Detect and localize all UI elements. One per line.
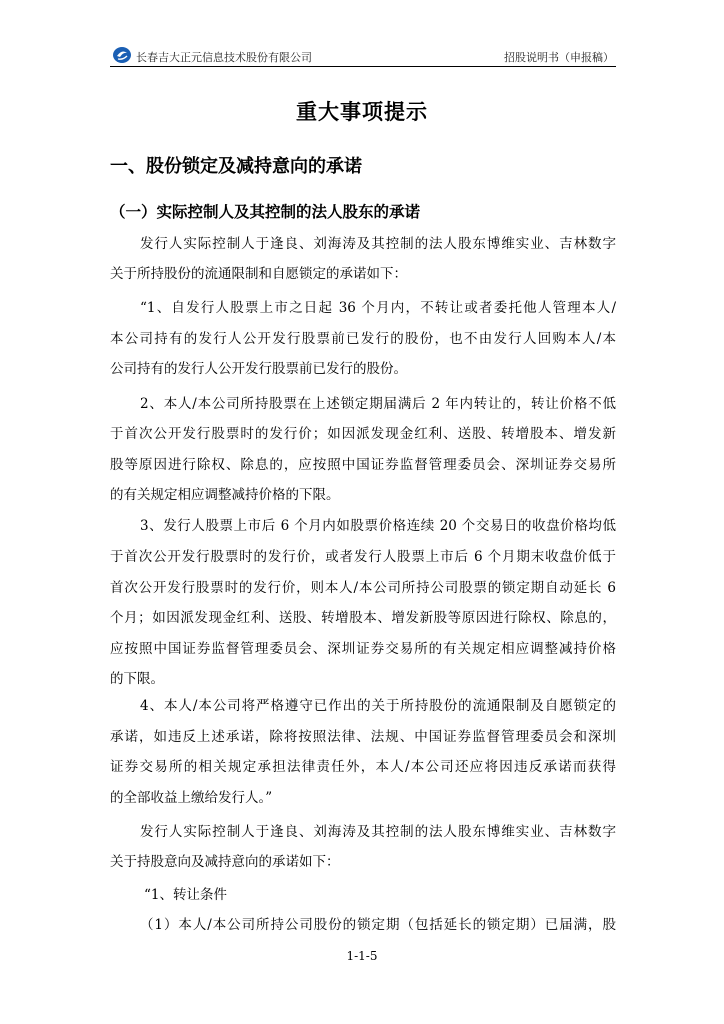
paragraph-line: 于首次公开发行股票时的发行价，或者发行人股票上市后 6 个月期末收盘价低于 — [110, 549, 616, 565]
paragraph-line: 个月；如因派发现金红利、送股、转增股本、增发新股等原因进行除权、除息的， — [110, 610, 616, 626]
paragraph-line: 公司持有的发行人公开发行股票前已发行的股份。 — [110, 361, 407, 377]
company-name: 长春吉大正元信息技术股份有限公司 — [136, 51, 312, 64]
paragraph-line: 4、本人/本公司将严格遵守已作出的关于所持股份的流通限制及自愿锁定的 — [140, 698, 616, 714]
paragraph-line: 证券交易所的相关规定承担法律责任外，本人/本公司还应将因违反承诺而获得 — [110, 759, 616, 775]
paragraph-line: 于首次公开发行股票时的发行价；如因派发现金红利、送股、转增股本、增发新 — [110, 426, 616, 442]
paragraph-line: （1）本人/本公司所持公司股份的锁定期（包括延长的锁定期）已届满，股 — [140, 917, 616, 933]
company-logo-icon — [112, 46, 132, 64]
page-header — [110, 46, 616, 67]
paragraph-line: 发行人实际控制人于逢良、刘海涛及其控制的法人股东博维实业、吉林数字 — [140, 824, 616, 840]
paragraph-line: 承诺，如违反上述承诺，除将按照法律、法规、中国证券监督管理委员会和深圳 — [110, 729, 616, 745]
paragraph-line: 的全部收益上缴给发行人。” — [110, 790, 273, 806]
paragraph-line: 关于持股意向及减持意向的承诺如下： — [110, 854, 340, 870]
paragraph-line: 首次公开发行股票时的发行价，则本人/本公司所持公司股票的锁定期自动延长 6 — [110, 580, 616, 596]
page-number: 1-1-5 — [346, 949, 378, 963]
paragraph-line: 的下限。 — [110, 671, 164, 687]
document-type: 招股说明书（申报稿） — [504, 51, 614, 64]
paragraph-line: 3、发行人股票上市后 6 个月内如股票价格连续 20 个交易日的收盘价格均低 — [140, 518, 616, 534]
paragraph-line: “1、转让条件 — [144, 887, 227, 903]
section-heading: 一、股份锁定及减持意向的承诺 — [110, 156, 362, 177]
paragraph-line: 应按照中国证券监督管理委员会、深圳证券交易所的有关规定相应调整减持价格 — [110, 641, 616, 657]
subsection-heading: （一）实际控制人及其控制的法人股东的承诺 — [110, 203, 421, 221]
paragraph-line: 股等原因进行除权、除息的，应按照中国证券监督管理委员会、深圳证券交易所 — [110, 457, 616, 473]
paragraph-line: 的有关规定相应调整减持价格的下限。 — [110, 487, 340, 503]
paragraph-line: 关于所持股份的流通限制和自愿锁定的承诺如下： — [110, 266, 407, 282]
paragraph-line: “1、自发行人股票上市之日起 36 个月内，不转让或者委托他人管理本人/ — [140, 300, 616, 316]
paragraph-line: 2、本人/本公司所持股票在上述锁定期届满后 2 年内转让的，转让价格不低 — [140, 396, 616, 412]
paragraph-line: 本公司持有的发行人公开发行股票前已发行的股份，也不由发行人回购本人/本 — [110, 331, 616, 347]
page-title: 重大事项提示 — [296, 100, 428, 124]
paragraph-line: 发行人实际控制人于逢良、刘海涛及其控制的法人股东博维实业、吉林数字 — [140, 236, 616, 252]
